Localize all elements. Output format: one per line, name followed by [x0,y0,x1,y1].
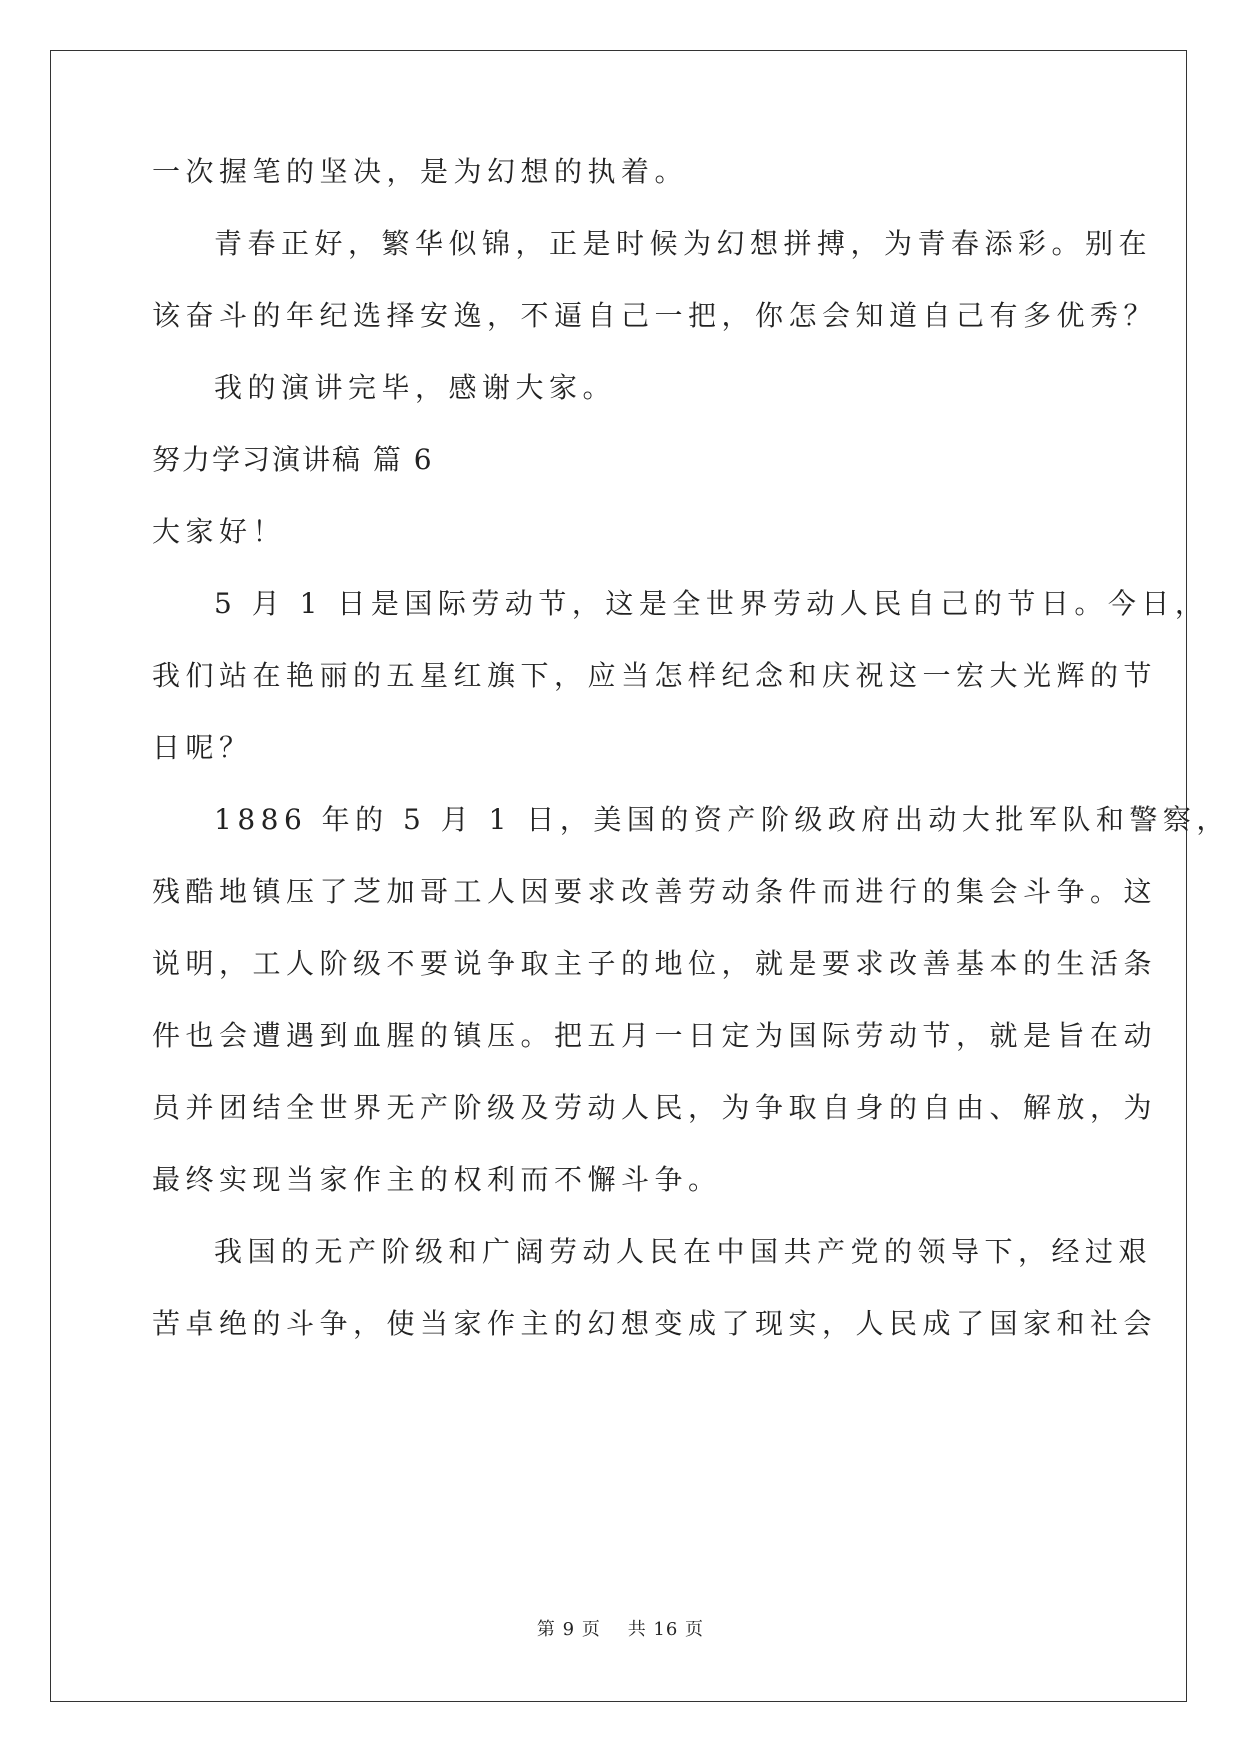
greeting: 大家好！ [152,515,287,548]
text-line: 1886 年的 5 月 1 日，美国的资产阶级政府出动大批军队和警察， [214,803,1230,836]
section-heading: 努力学习演讲稿 篇 6 [152,443,434,476]
text-line: 青春正好，繁华似锦，正是时候为幻想拼搏，为青春添彩。别在 [214,227,1153,260]
text-line: 我国的无产阶级和广阔劳动人民在中国共产党的领导下，经过艰 [214,1235,1153,1268]
page-number-footer: 第 9 页 共 16 页 [536,1619,705,1640]
text-line: 残酷地镇压了芝加哥工人因要求改善劳动条件而进行的集会斗争。这 [152,875,1158,908]
text-line: 我的演讲完毕，感谢大家。 [214,371,617,404]
text-line: 5 月 1 日是国际劳动节，这是全世界劳动人民自己的节日。今日， [214,587,1209,620]
text-line: 一次握笔的坚决，是为幻想的执着。 [152,155,689,188]
text-line: 该奋斗的年纪选择安逸，不逼自己一把，你怎会知道自己有多优秀？ [152,299,1158,332]
text-line: 日呢？ [152,731,253,764]
text-line: 我们站在艳丽的五星红旗下，应当怎样纪念和庆祝这一宏大光辉的节 [152,659,1158,692]
text-line: 最终实现当家作主的权利而不懈斗争。 [152,1163,722,1196]
text-line: 说明，工人阶级不要说争取主子的地位，就是要求改善基本的生活条 [152,947,1158,980]
text-line: 员并团结全世界无产阶级及劳动人民，为争取自身的自由、解放，为 [152,1091,1158,1124]
text-line: 苦卓绝的斗争，使当家作主的幻想变成了现实，人民成了国家和社会 [152,1307,1158,1340]
text-line: 件也会遭遇到血腥的镇压。把五月一日定为国际劳动节，就是旨在动 [152,1019,1158,1052]
